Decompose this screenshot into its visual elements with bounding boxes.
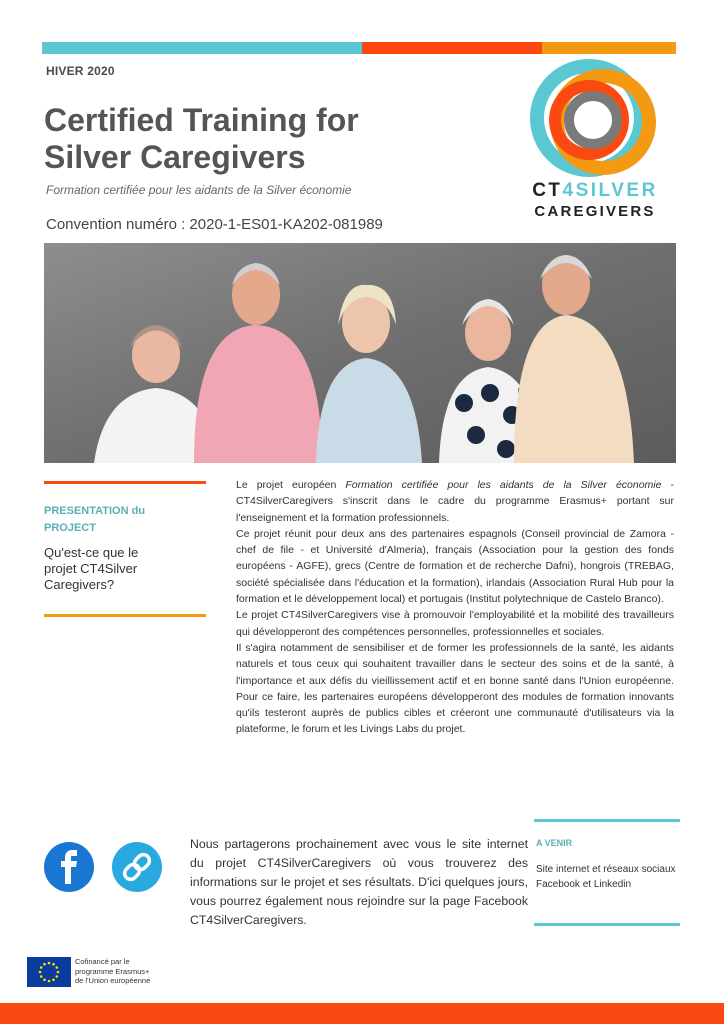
presentation-label-line1: PRESENTATION du	[44, 505, 146, 517]
paragraph-goals: Le projet CT4SilverCaregivers vise à promouvoir l'employabilité et la mobilité des travailleurs qui développeront des compétences personnelles, professionnelles et sociales.	[236, 609, 674, 638]
title-line-2: Silver Caregivers	[44, 139, 306, 175]
avenir-top-rule	[534, 819, 680, 822]
presentation-label-line2: PROJECT	[44, 522, 96, 534]
paragraph-activities: Il s'agira notamment de sensibiliser et de former les professionnels de la santé, les aidants naturels et tous ceux qui souhaitent travailler dans le secteur des soins et de la santé, à l'importance et aux défis du vieillissement actif et en bonne santé dans l'Union européenne. Pour ce faire, les partenaires européens développeront des modules de formation innovants qu'ils testeront auprès de publics cibles et créeront une communauté d'utilisateurs via la plateforme, le forum et les Livings Labs du projet.	[236, 641, 674, 736]
top-band-teal	[42, 42, 362, 54]
eu-flag-icon	[27, 957, 71, 987]
eu-cofinancing-text: Cofinancé par le programme Erasmus+ de l'Union européenne	[75, 957, 151, 985]
paragraph-partners: Ce projet réunit pour deux ans des partenaires espagnols (Conseil provincial de Zamora - chef de file - et Université d'Almeria), français (Association pour la gestion des fonds européens - AGFE), grecs (Centre de formation et de recherche Dafni), hongrois (TREBAG, société spécialisée dans l'éducation et la formation), irlandais (Association Rural Hub pour la formation et le développement local) et portugais (Institut polytechnique de Castelo Branco).	[236, 527, 674, 606]
page-subtitle: Formation certifiée pour les aidants de la Silver économie	[46, 183, 352, 197]
share-announcement: Nous partagerons prochainement avec vous le site internet du projet CT4SilverCaregivers où vous trouverez des informations sur le projet et ses résultats. D'ici quelques jours, vous pourrez également nous rejoindre sur la page Facebook CT4SilverCaregivers.	[190, 837, 528, 927]
presentation-question: Qu'est-ce que le projet CT4Silver Caregivers?	[44, 545, 139, 592]
page-title	[44, 102, 444, 176]
link-icon[interactable]	[112, 842, 162, 892]
presentation-label	[44, 503, 164, 537]
top-band-amber	[542, 42, 676, 54]
avenir-text: Site internet et réseaux sociaux Facebook et Linkedin	[536, 864, 676, 890]
avenir-label: A VENIR	[536, 838, 573, 848]
top-band-orange	[362, 42, 542, 54]
bottom-band	[0, 1003, 724, 1024]
logo-text-top: CT4SILVER	[532, 180, 658, 201]
title-line-1: Certified Training for	[44, 102, 359, 138]
season-label: HIVER 2020	[46, 64, 115, 78]
seniors-group-photo	[44, 243, 676, 463]
presentation-top-rule	[44, 481, 206, 484]
paragraph-intro: Le projet européen Formation certifiée pour les aidants de la Silver économie - CT4SilverCaregivers s'inscrit dans le cadre du programme Erasmus+ portant sur l'enseignement et la formation professionnels.	[236, 479, 674, 524]
facebook-icon[interactable]	[44, 842, 94, 892]
project-description	[236, 477, 674, 738]
logo-text-bottom: CAREGIVERS	[534, 203, 656, 220]
avenir-bottom-rule	[534, 923, 680, 926]
presentation-bottom-rule	[44, 614, 206, 617]
convention-number: Convention numéro : 2020-1-ES01-KA202-081989	[46, 216, 383, 233]
